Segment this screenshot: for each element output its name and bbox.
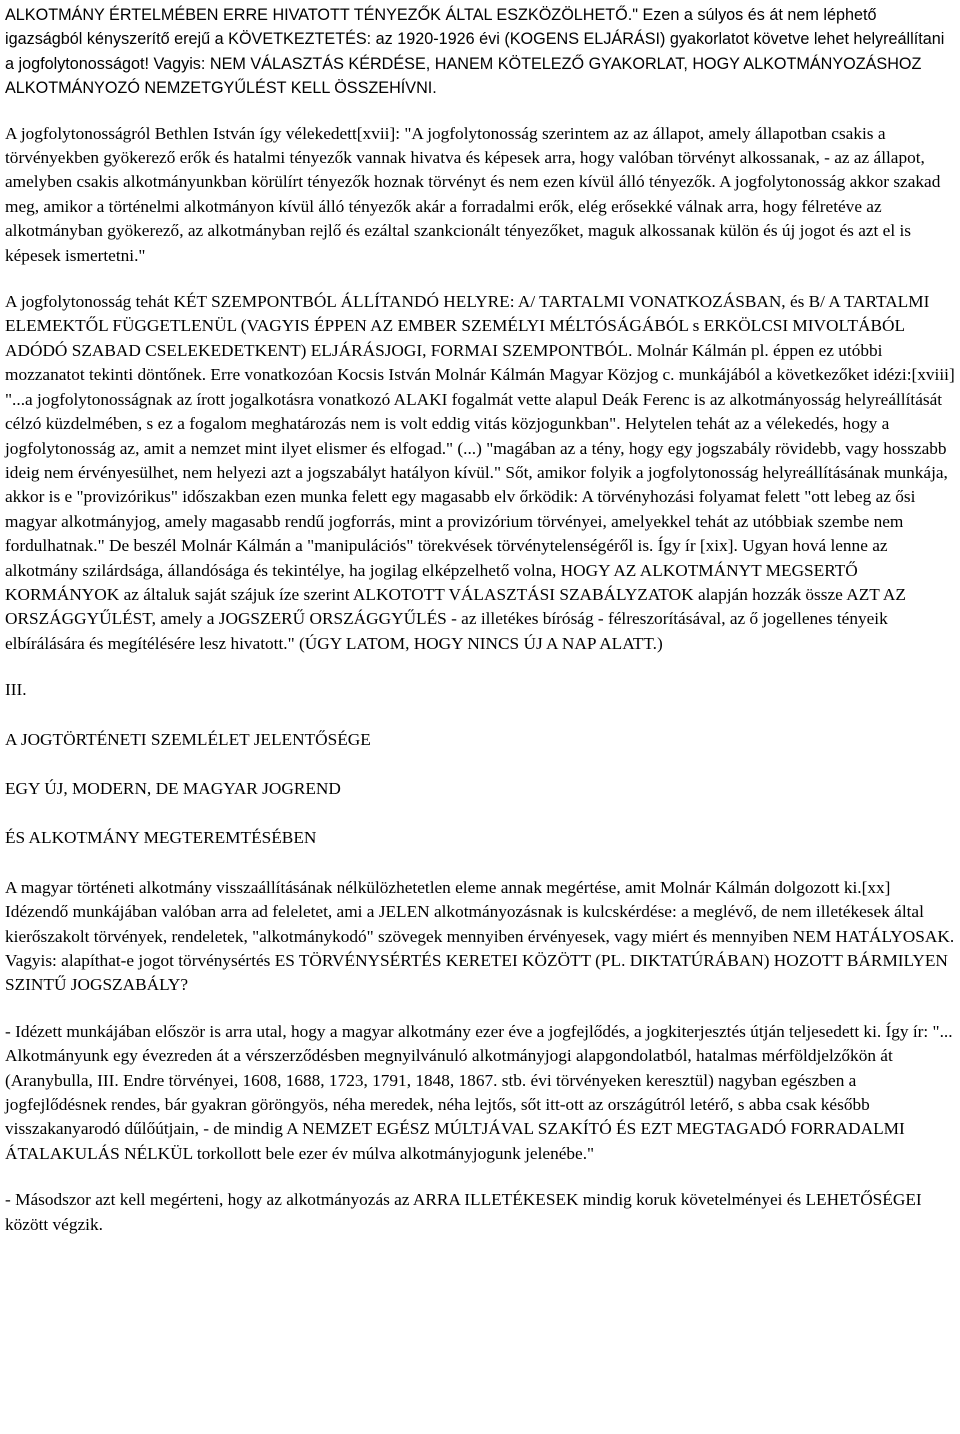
second-point-paragraph: - Másodszor azt kell megérteni, hogy az alkotmányozás az ARRA ILLETÉKESEK mindig koruk követelményei és LEHETŐSÉGEI között végzik. [5,1190,922,1234]
molnar-paragraph: A magyar történeti alkotmány visszaállításának nélkülözhetetlen eleme annak megértése, amit Molnár Kálmán dolgozott ki.[xx] Idézendő munkájában valóban arra ad feleletet, ami a JELEN alkotmányozásnak is kulcskérdése: a meglévő, de nem illetékesek által kierőszakolt törvények, rendeletek, "alkotmánykodó" szövegek mennyiben érvényesek, vagy miért és mennyiben NEM HATÁLYOSAK. Vagyis: alapíthat-e jogot törvénysértés ES TÖRVÉNYSÉRTÉS KERETEI KÖZÖTT (PL. DIKTATÚRÁBAN) HOZOTT BÁRMILYEN SZINTŰ JOGSZABÁLY? [5,877,955,995]
section-heading-2: EGY ÚJ, MODERN, DE MAGYAR JOGREND [5,778,341,798]
intro-text: ALKOTMÁNY ÉRTELMÉBEN ERRE HIVATOTT TÉNYEZŐK ÁLTAL ESZKÖZÖLHETŐ." Ezen a súlyos és át nem léphető igazságból kényszerítő erejű a KÖVETKEZTETÉS: az 1920-1926 évi (KOGENS ELJÁRÁSI) gyakorlatot követve lehet helyreállítani a jogfolytonosságot! [5,6,945,73]
intro-paragraph [5,3,955,101]
section-number: III. [5,680,27,700]
first-point-paragraph: - Idézett munkájában először is arra utal, hogy a magyar alkotmány ezer éve a jogfejlődés, a jogkiterjesztés útján teljesedett ki. Így ír: "... Alkotmányunk egy évezreden át a vérszerződésben megnyilvánuló alkotmányjogi alapgondolatból, hatalmas mérföldjelzőkön át (Aranybulla, III. Endre törvényei, 1608, 1688, 1723, 1791, 1848, 1867. stb. évi törvényeken keresztül) nagyban egészben a jogfejlődésnek rendes, bár gyakran göröngyös, néha meredek, néha lejtős, sőt itt-ott az országútról letérő, s abba csak később visszakanyarodó dűlőútjain, - de mindig A NEMZET EGÉSZ MÚLTJÁVAL SZAKÍTÓ ÉS EZT MEGTAGADÓ FORRADALMI ÁTALAKULÁS NÉLKÜL torkollott bele ezer év múlva alkotmányjogunk jelenébe." [5,1021,953,1163]
bethlen-quote-paragraph: A jogfolytonosságról Bethlen István így vélekedett[xvii]: "A jogfolytonosság szerintem az az állapot, amely állapotban csakis a törvényekben gyökerező erők és hatalmi tényezők vannak hivatva és képesek arra, hogy valóban törvényt alkossanak, - az az állapot, amelyben csakis alkotmányunkban körülírt tényezők hoznak törvényt és nem ezen kívül álló tényezők. A jogfolytonosság akkor szakad meg, amikor a történelmi alkotmányon kívül álló tényezők akár a forradalmi erők, elég erősekké válnak arra, hogy félretéve az alkotmányban gyökerező, az alkotmányban rejlő és ezáltal szankcionált tényezőket, maguk alkossanak külön és új jogot és azt el is képesek ismertetni." [5,123,941,265]
section-heading-3: ÉS ALKOTMÁNY MEGTEREMTÉSÉBEN [5,828,317,848]
intro-conclusion-text: Vagyis: NEM VÁLASZTÁS KÉRDÉSE, HANEM KÖTELEZŐ GYAKORLAT, HOGY ALKOTMÁNYOZÁSHOZ ALKOTMÁNYOZÓ NEMZETGYŰLÉST KELL ÖSSZEHÍVNI. [5,54,922,98]
section-heading-1: A JOGTÖRTÉNETI SZEMLÉLET JELENTŐSÉGE [5,729,371,749]
document-page [5,3,955,1259]
jogfolytonossag-paragraph: A jogfolytonosság tehát KÉT SZEMPONTBÓL ÁLLÍTANDÓ HELYRE: A/ TARTALMI VONATKOZÁSBAN, és B/ A TARTALMI ELEMEKTŐL FÜGGETLENÜL (VAGYIS ÉPPEN AZ EMBER SZEMÉLYI MÉLTÓSÁGÁBÓL s ERKÖLCSI MIVOLTÁBÓL ADÓDÓ SZABAD CSELEKEDETKENT) ELJÁRÁSJOGI, FORMAI SZEMPONTBÓL. Molnár Kálmán pl. éppen ez utóbbi mozzanatot tekinti döntőnek. Erre vonatkozóan Kocsis István Molnár Kálmán Magyar Közjog c. munkájából a következőket idézi:[xviii] "...a jogfolytonosságnak az írott jogalkotásra vonatkozó ALAKI fogalmát vette alapul Deák Ferenc is az alkotmányosság helyreállítását célzó küzdelmében, s ez a fogalom meghatározás nem is volt eddig vitás közjogunkban". Helytelen tehát az a vélekedés, hogy a jogfolytonosság az, amit a nemzet mint ilyet elismer és elfogad." (...) "magában az a tény, hogy egy jogszabály rövidebb, vagy hosszabb ideig nem érvényesülhet, nem helyezi azt a jogszabályt hatályon kívül." Sőt, amikor folyik a jogfolytonosság helyreállításának munkája, akkor is e "provizórikus" időszakban ezen munka felett egy magasabb elv őrködik: A törvényhozási folyamat felett "ott lebeg az ősi magyar alkotmányjog, amely magasabb rendű jogforrás, mint a provizórium törvényei, amelyekkel tehát az utóbbiak szembe nem fordulhatnak." De beszél Molnár Kálmán a "manipulációs" törekvések törvénytelenségéről is. Így ír [xix]. Ugyan hová lenne az alkotmány szilárdsága, állandósága és tekintélye, ha jogilag elképzelhető volna, HOGY AZ ALKOTMÁNYT MEGSERTŐ KORMÁNYOK az általuk saját szájuk íze szerint ALKOTOTT VÁLASZTÁSI SZABÁLYZATOK alapján hozzák össze AZT AZ ORSZÁGGYŰLÉST, amely a JOGSZERŰ ORSZÁGGYŰLÉS - az illetékes bíróság - félreszorításával, az ő jogellenes tényeik elbírálására és megítélésére lesz hivatott." (ÚGY LATOM, HOGY NINCS ÚJ A NAP ALATT.) [5,292,955,653]
